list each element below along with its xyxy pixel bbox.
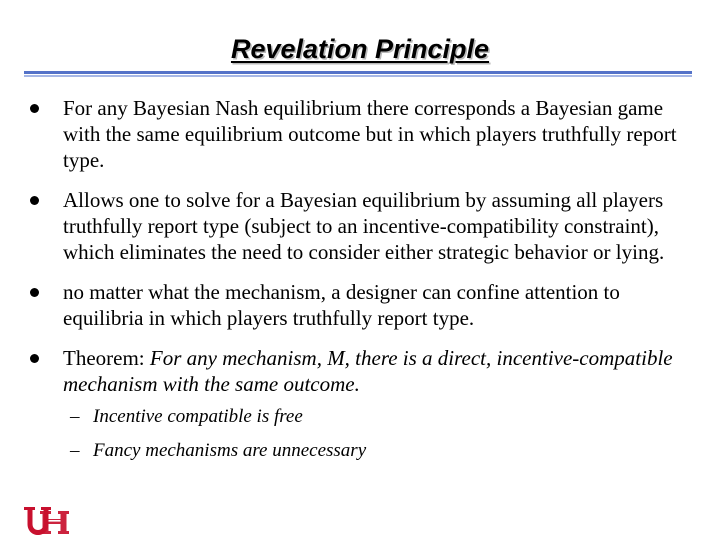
bullet-text: no matter what the mechanism, a designer can confine attention to equilibria in which players truthfully report type. — [63, 280, 620, 330]
bullet-list — [27, 95, 697, 473]
theorem-statement: For any mechanism, M, there is a direct, incentive-compatible mechanism with the same outcome. — [63, 346, 673, 396]
bullet-item — [27, 95, 697, 173]
slide-title: Revelation Principle — [230, 34, 490, 64]
title-divider-dark — [24, 71, 692, 74]
uh-logo-icon — [22, 505, 70, 537]
dash-icon: – — [70, 440, 80, 461]
title-divider-light — [24, 75, 692, 77]
sub-bullet-text: Fancy mechanisms are unnecessary — [93, 440, 367, 461]
bullet-text: Allows one to solve for a Bayesian equilibrium by assuming all players truthfully report type (subject to an incentive-compatibility constraint), which eliminates the need to consider either strategic behavior or lying. — [63, 188, 665, 264]
sub-bullet-item — [63, 405, 697, 429]
bullet-dot-icon — [30, 288, 39, 297]
bullet-item — [27, 279, 697, 331]
bullet-dot-icon — [30, 104, 39, 113]
bullet-dot-icon — [30, 196, 39, 205]
bullet-item-theorem — [27, 345, 697, 463]
bullet-item — [27, 187, 697, 265]
sub-bullet-item — [63, 439, 697, 463]
theorem-label: Theorem: — [63, 346, 150, 370]
sub-bullet-list — [63, 405, 697, 463]
title-divider — [24, 71, 692, 78]
bullet-dot-icon — [30, 354, 39, 363]
bullet-text: For any Bayesian Nash equilibrium there corresponds a Bayesian game with the same equilibrium outcome but in which players truthfully report type. — [63, 96, 677, 172]
dash-icon: – — [70, 406, 80, 427]
sub-bullet-text: Incentive compatible is free — [93, 406, 303, 427]
